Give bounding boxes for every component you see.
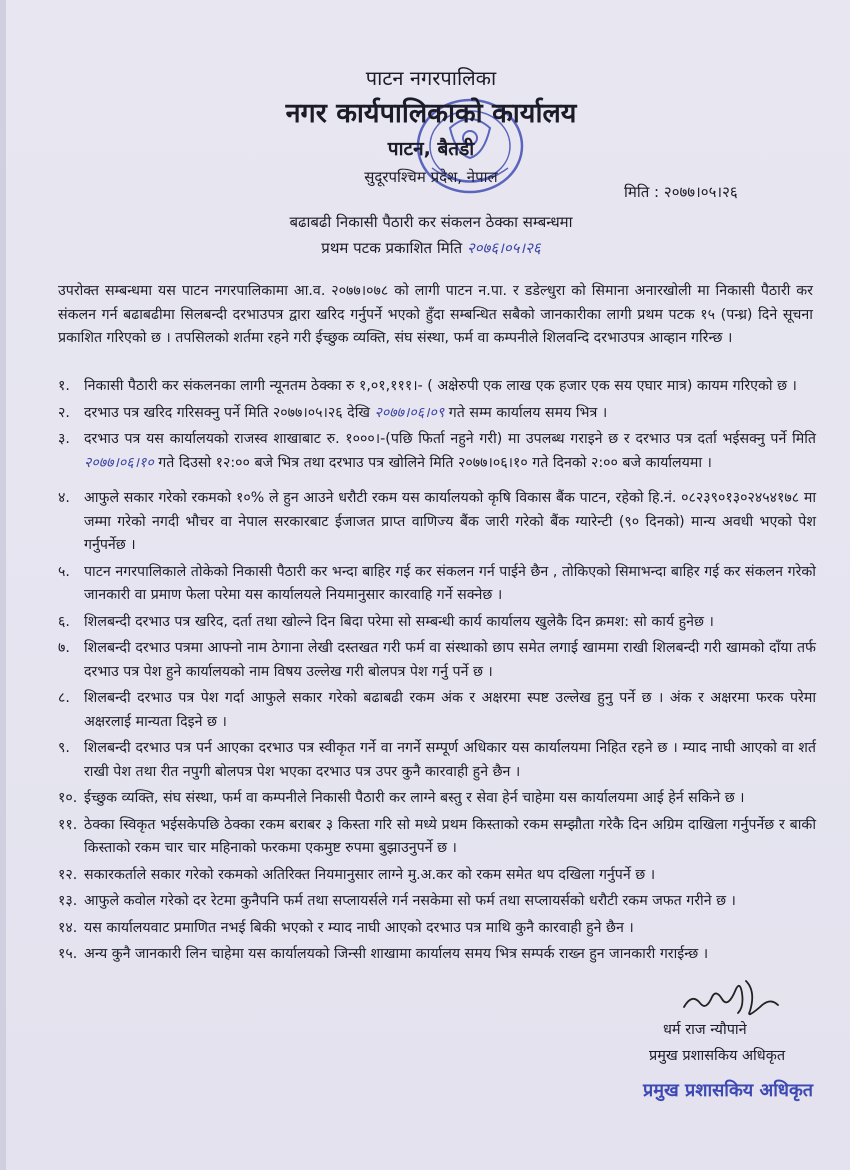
item-text: यस कार्यालयवाट प्रमाणित नभई बिकी भएको र म्याद नाघी आएको दरभाउ पत्र माथि कुनै कारवाही हुने छैन । (84, 919, 634, 936)
signatory-title: प्रमुख प्रशासकिय अधिकृत (649, 1048, 786, 1064)
item-number: ७. (58, 640, 70, 656)
item-text: ईच्छुक व्यक्ति, संघ संस्था, फर्म वा कम्पनीले निकासी पैठारी कर लाग्ने बस्तु र सेवा हेर्न चाहेमा यस कार्यालयमा आई हेर्न सकिने छ । (84, 790, 745, 806)
handwritten-date: २०७७।०६।१० (84, 454, 154, 471)
list-item (58, 637, 816, 684)
province-line: सुदूरपश्चिम प्रदेश, नेपाल (364, 168, 498, 186)
first-published-line (6, 235, 850, 261)
item-number: १०. (58, 790, 78, 806)
item-text: शिलबन्दी दरभाउ पत्र खरिद, दर्ता तथा खोल्ने दिन बिदा परेमा सो सम्बन्धी कार्य कार्यालय खुलेकै दिन क्रमश: सो कार्य हुनेछ । (84, 613, 714, 630)
list-item (58, 917, 816, 941)
office-name: नगर कार्यपालिकाको कार्यालय (285, 98, 577, 129)
list-item (58, 375, 816, 399)
list-item (58, 487, 816, 558)
list-item (58, 687, 816, 734)
signatory-name: धर्म राज न्यौपाने (663, 1022, 747, 1038)
signature-icon (676, 975, 786, 1021)
designation-stamp: प्रमुख प्रशासकिय अधिकृत (643, 1080, 814, 1101)
list-item (58, 402, 816, 426)
item-number: १२. (58, 866, 78, 883)
item-number: ८. (58, 690, 70, 706)
subject-title: बढाबढी निकासी पैठारी कर संकलन ठेक्का सम्बन्धमा (289, 213, 573, 231)
item-number: १३. (58, 893, 78, 909)
subject-block (6, 209, 850, 261)
item-text: निकासी पैठारी कर संकलनका लागी न्यूनतम ठेक्का रु १,०१,१११।- ( अक्षेरुपी एक लाख एक हजार एक सय एघार मात्र) कायम गरिएको छ । (84, 378, 797, 394)
municipality-name: पाटन नगरपालिका (365, 66, 497, 90)
letterhead (6, 62, 850, 190)
item-number: ४. (58, 490, 70, 506)
item-text-before: दरभाउ पत्र यस कार्यालयको राजस्व शाखाबाट रु. १०००।-(पछि फिर्ता नहुने गरी) मा उपलब्ध गराइने छ र दरभाउ पत्र दर्ता भईसक्नु पर्ने मिति (84, 431, 816, 447)
list-item (58, 890, 816, 914)
list-item (58, 737, 816, 784)
notice-date (624, 181, 738, 203)
item-text: शिलबन्दी दरभाउ पत्र पर्न आएका दरभाउ पत्र स्वीकृत गर्ने वा नगर्ने सम्पूर्ण अधिकार यस कार्यालयमा निहित रहने छ । म्याद नाघी आएको वा शर्त राखी पेश तथा रीत नपुगी बोलपत्र पेश भएका दरभाउ पत्र उपर कुनै कारवाही हुने छैन । (84, 740, 816, 780)
item-number: १. (58, 378, 70, 394)
list-item (58, 943, 816, 967)
item-text: आफुले कवोल गरेको दर रेटमा कुनैपनि फर्म तथा सप्लायर्सले गर्न नसकेमा सो फर्म तथा सप्लायर्सको धरौटी रकम जफत गरीने छ । (84, 893, 736, 909)
item-text: ठेक्का स्विकृत भईसकेपछि ठेक्का रकम बराबर ३ किस्ता गरि सो मध्ये प्रथम किस्ताको रकम सम्झौता गरेकै दिन अग्रिम दाखिला गर्नुपर्नेछ र बाकी किस्ताको रकम चार चार महिनाको फरकमा एकमुष्ट रुपमा बुझाउनुपर्ने छ । (84, 816, 816, 856)
date-label: मिति : (624, 183, 660, 201)
item-number: ९. (58, 740, 70, 756)
item-number: ११. (58, 816, 78, 833)
intro-paragraph: उपरोक्त सम्बन्धमा यस पाटन नगरपालिकामा आ.व. २०७७।०७८ को लागी पाटन न.पा. र डडेल्धुरा को सिमाना अनारखोली मा निकासी पैठारी कर संकलन गर्न बढाबढीमा सिलबन्दी दरभाउपत्र द्वारा खरिद गर्नुपर्ने भएको हुँदा सम्बन्धित सबैको जानकारीका लागी प्रथम पटक १५ (पन्ध्र) दिने सूचना प्रकाशित गरिएको छ । तपसिलको शर्तमा रहने गरी ईच्छुक व्यक्ति, संघ संस्था, फर्म वा कम्पनीले शिलवन्दि दरभाउपत्र आव्हान गरिन्छ । (58, 283, 813, 346)
item-text (84, 402, 816, 426)
list-item (58, 787, 816, 811)
date-value: २०७७।०५।२६ (663, 183, 738, 201)
list-item (58, 611, 816, 635)
first-published-date: २०७६।०५।२६ (466, 239, 541, 257)
item-text-after: गते दिउसो १२:०० बजे भित्र तथा दरभाउ पत्र खोलिने मिति २०७७।०६।१० गते दिनको २:०० बजे कार्यालयमा । (158, 454, 712, 471)
item-number: ५. (58, 563, 70, 580)
item-text: सकारकर्ताले सकार गरेको रकमको अतिरिक्त नियमानुसार लाग्ने मु.अ.कर को रकम समेत थप दखिला गर्नुपर्ने छ । (84, 866, 656, 883)
item-text: अन्य कुनै जानकारी लिन चाहेमा यस कार्यालयको जिन्सी शाखामा कार्यालय समय भित्र सम्पर्क राख्न हुन जानकारी गराईन्छ । (84, 946, 709, 962)
list-item (58, 864, 816, 888)
office-location: पाटन, बैतडी (387, 138, 475, 160)
item-text: शिलबन्दी दरभाउ पत्रमा आफ्नो नाम ठेगाना लेखी दस्तखत गरी फर्म वा संस्थाको छाप समेत लगाई खाममा राखी शिलबन्दी गरी खामको दाँया तर्फ दरभाउ पत्र पेश हुने कार्यालयको नाम विषय उल्लेख गरी बोलपत्र पेश गर्नु पर्ने छ । (84, 640, 816, 680)
list-item (58, 561, 816, 608)
item-number: १५. (58, 946, 78, 962)
list-item (58, 814, 816, 861)
item-number: ६. (58, 613, 70, 630)
item-text: आफुले सकार गरेको रकमको १०% ले हुन आउने धरौटी रकम यस कार्यालयको कृषि विकास बैंक पाटन, रहेको हि.नं. ०८२३९०१३०२४५४१७८ मा जम्मा गरेको नगदी भौचर वा नेपाल सरकारबाट ईजाजत प्राप्त वाणिज्य बैंक जारी गरेको बैंक ग्यारेन्टी (९० दिनको) मान्य अवधी भएको पेश गर्नुपर्नेछ । (84, 490, 816, 553)
item-text: पाटन नगरपालिकाले तोकेको निकासी पैठारी कर भन्दा बाहिर गई कर संकलन गर्न पाईने छैन , तोकिएको सिमाभन्दा बाहिर गई कर संकलन गरेको जानकारी वा प्रमाण फेला परेमा यस कार्यालयले नियमानुसार कारवाहि गर्ने सक्नेछ । (84, 563, 816, 603)
first-published-label: प्रथम पटक प्रकाशित मिति (321, 239, 463, 257)
list-item (58, 428, 816, 475)
item-text (84, 428, 816, 475)
handwritten-date: २०७७।०६।०९ (374, 404, 445, 421)
item-number: २. (58, 404, 70, 421)
item-text: शिलबन्दी दरभाउ पत्र पेश गर्दा आफुले सकार गरेको बढाबढी रकम अंक र अक्षरमा स्पष्ट उल्लेख हुनु पर्ने छ । अंक र अक्षरमा फरक परेमा अक्षरलाई मान्यता दिइने छ । (84, 690, 816, 730)
item-text-before: दरभाउ पत्र खरिद गरिसक्नु पर्ने मिति २०७७।०५।२६ देखि (84, 404, 370, 421)
item-number: १४. (58, 919, 78, 936)
item-number: ३. (58, 431, 70, 447)
item-text-after: गते सम्म कार्यालय समय भित्र । (448, 404, 608, 421)
terms-list (58, 375, 816, 970)
